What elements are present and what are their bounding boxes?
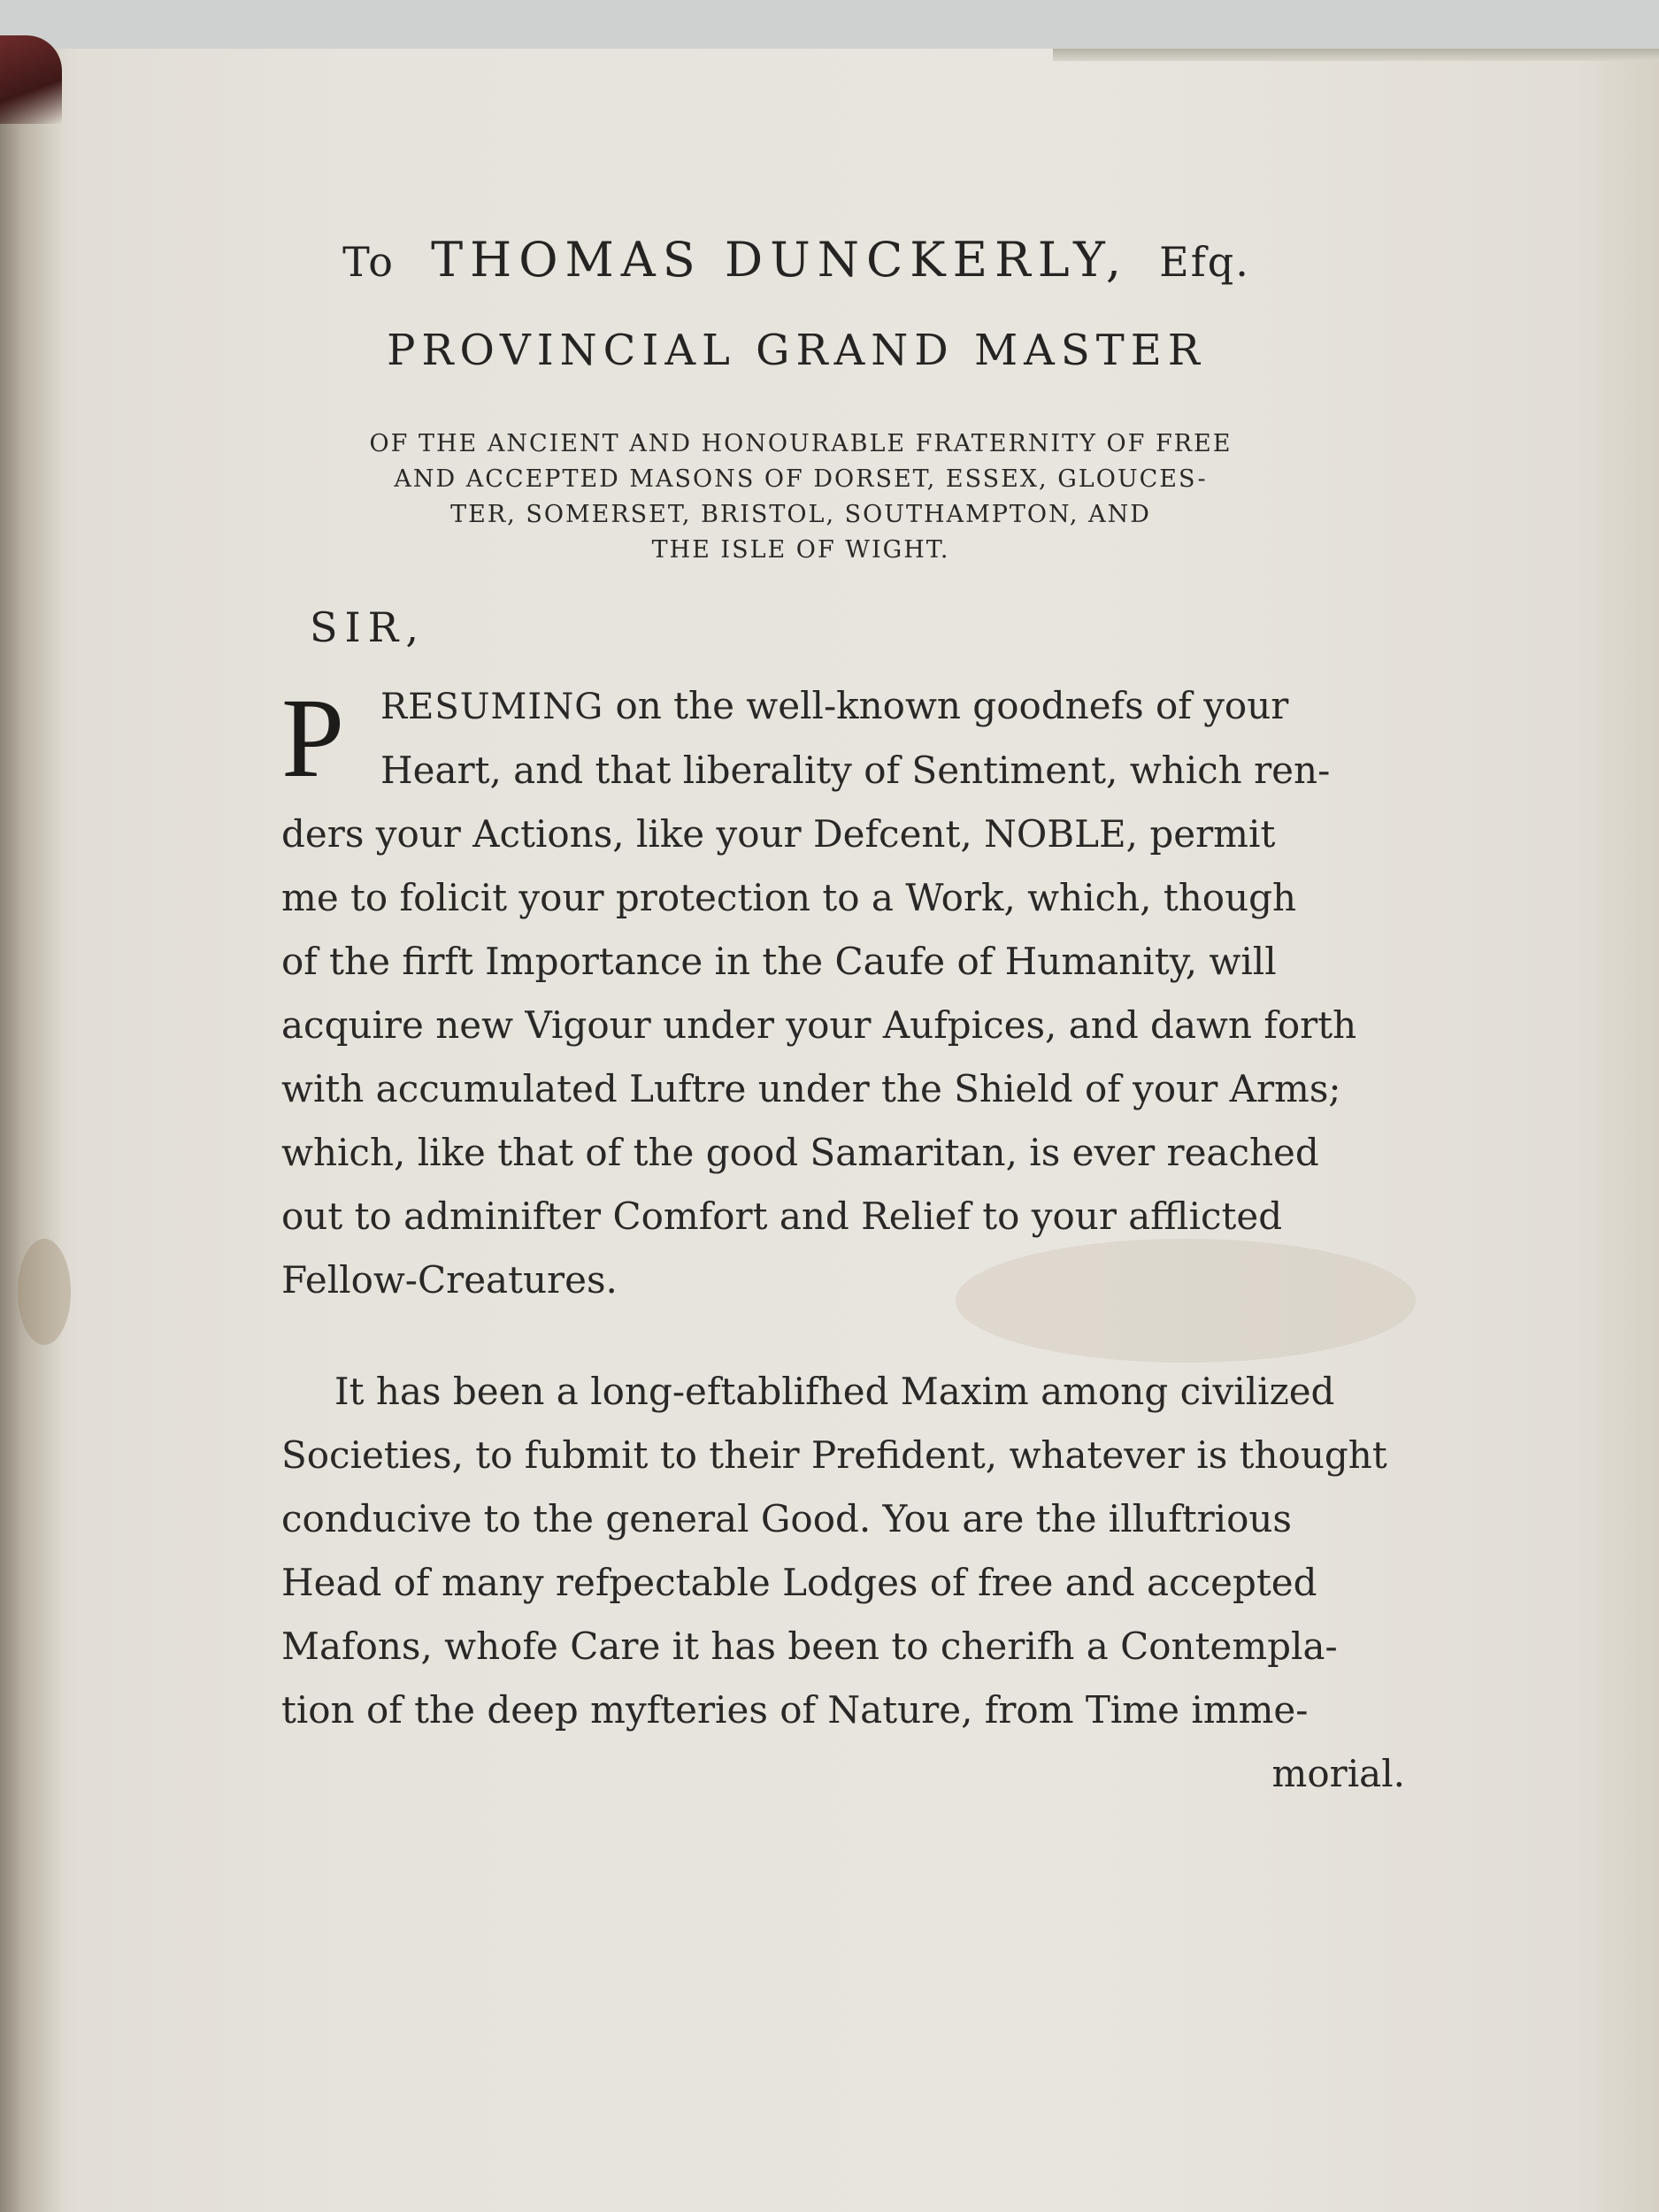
- subtitle-line: TER, SOMERSET, BRISTOL, SOUTHAMPTON, AND: [450, 501, 1151, 528]
- paragraph-line: me to folicit your protection to a Work, which, though: [281, 876, 1297, 919]
- paragraph-line: Mafons, whofe Care it has been to cherifh a Contempla-: [281, 1624, 1338, 1668]
- paragraph-line: acquire new Vigour under your Aufpices, and dawn forth: [281, 1003, 1357, 1047]
- page-edge: [1053, 49, 1659, 61]
- paragraph-line: ders your Actions, like your Defcent, NOBLE, permit: [281, 812, 1276, 856]
- book-gutter: [0, 49, 62, 2212]
- paragraph-line: out to adminifter Comfort and Relief to your afflicted: [281, 1194, 1283, 1238]
- drop-cap: P: [281, 675, 345, 801]
- paragraph-line: with accumulated Luftre under the Shield of your Arms;: [281, 1067, 1341, 1110]
- dedication-title: PROVINCIAL GRAND MASTER: [387, 326, 1206, 375]
- dedication-subtitle: [270, 426, 1332, 568]
- addressee-prefix: To: [342, 238, 395, 286]
- paragraph-line: Heart, and that liberality of Sentiment, which ren-: [380, 749, 1331, 792]
- addressee-line: [274, 232, 1318, 288]
- addressee-suffix: Efq.: [1159, 238, 1250, 286]
- paper-stain: [18, 1239, 71, 1345]
- paragraph-2: [281, 1360, 1405, 1806]
- paragraph-line: It has been a long-eftablifhed Maxim among civilized: [334, 1370, 1335, 1413]
- paragraph-line-text: on the well-known goodnefs of your: [603, 684, 1289, 727]
- subtitle-line: AND ACCEPTED MASONS OF DORSET, ESSEX, GLOUCES-: [394, 465, 1208, 493]
- first-word: RESUMING: [380, 687, 604, 727]
- addressee-name: THOMAS DUNCKERLY,: [431, 232, 1128, 288]
- paragraph-line: Societies, to fubmit to their Prefident, whatever is thought: [281, 1433, 1387, 1477]
- paragraph-line: of the firft Importance in the Caufe of Humanity, will: [281, 940, 1277, 983]
- paragraph-line: [281, 674, 1405, 739]
- paragraph-line: conducive to the general Good. You are the illuftrious: [281, 1497, 1292, 1540]
- book-binding: [0, 35, 62, 124]
- subtitle-line: OF THE ANCIENT AND HONOURABLE FRATERNITY OF FREE: [369, 430, 1233, 457]
- paragraph-line: Fellow-Creatures.: [281, 1258, 618, 1302]
- subtitle-line: THE ISLE OF WIGHT.: [651, 536, 950, 564]
- paragraph-line: tion of the deep myfteries of Nature, from Time imme-: [281, 1688, 1309, 1732]
- paragraph-line: which, like that of the good Samaritan, is ever reached: [281, 1131, 1319, 1174]
- paragraph-line: Head of many refpectable Lodges of free and accepted: [281, 1561, 1317, 1604]
- paragraph-1: [281, 674, 1405, 1312]
- salutation: SIR,: [310, 603, 426, 651]
- catchword: morial.: [1271, 1752, 1405, 1795]
